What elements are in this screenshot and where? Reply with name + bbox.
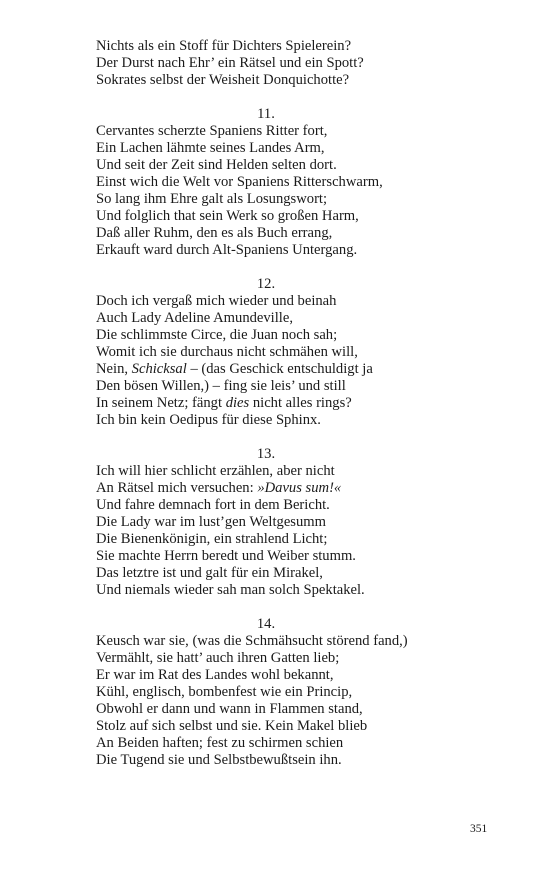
- verse-segment: Nichts als ein Stoff für Dichters Spielerein?: [96, 38, 352, 54]
- verse-line: [96, 157, 496, 174]
- verse-segment: Daß aller Ruhm, den es als Buch errang,: [96, 225, 333, 241]
- verse-segment: Und niemals wieder sah man solch Spektakel.: [96, 582, 365, 598]
- verse-line: [96, 667, 496, 684]
- verse-segment: – (das Geschick entschuldigt ja: [186, 361, 373, 377]
- verse-segment: Er war im Rat des Landes wohl bekannt,: [96, 667, 334, 683]
- verse-line: [96, 701, 496, 718]
- verse-line: [96, 718, 496, 735]
- page-number: 351: [470, 823, 488, 835]
- verse-segment: Obwohl er dann und wann in Flammen stand,: [96, 701, 363, 717]
- verse-line: [96, 242, 496, 259]
- stanza-continuation: [96, 38, 496, 89]
- verse-segment: Erkauft ward durch Alt-Spaniens Untergang.: [96, 242, 358, 258]
- verse-segment: Der Durst nach Ehr’ ein Rätsel und ein Spott?: [96, 55, 364, 71]
- verse-segment: Sie machte Herrn beredt und Weiber stumm.: [96, 548, 356, 564]
- stanza: [96, 446, 496, 599]
- verse-line: [96, 582, 496, 599]
- verse-line: [96, 38, 496, 55]
- verse-segment: Sokrates selbst der Weisheit Donquichotte?: [96, 72, 350, 88]
- verse-segment: nicht alles rings?: [249, 395, 352, 411]
- verse-segment: Ich will hier schlicht erzählen, aber nicht: [96, 463, 335, 479]
- verse-line: [96, 174, 496, 191]
- verse-segment: Nein,: [96, 361, 132, 377]
- verse-segment: An Rätsel mich versuchen:: [96, 480, 258, 496]
- verse-segment: Stolz auf sich selbst und sie. Kein Makel blieb: [96, 718, 368, 734]
- verse-line: [96, 378, 496, 395]
- verse-line: [96, 395, 496, 412]
- verse-segment: Den bösen Willen,) – fing sie leis’ und still: [96, 378, 346, 394]
- verse-emphasis: »Davus sum!«: [257, 480, 342, 496]
- verse-segment: Cervantes scherzte Spaniens Ritter fort,: [96, 123, 328, 139]
- stanza: [96, 106, 496, 259]
- verse-segment: Auch Lady Adeline Amundeville,: [96, 310, 293, 326]
- verse-line: [96, 72, 496, 89]
- stanza: [96, 276, 496, 429]
- verse-line: [96, 565, 496, 582]
- verse-segment: Und fahre demnach fort in dem Bericht.: [96, 497, 330, 513]
- verse-line: [96, 735, 496, 752]
- stanza-number: 12.: [256, 276, 276, 292]
- verse-line: [96, 752, 496, 769]
- verse-line: [96, 55, 496, 72]
- verse-segment: Doch ich vergaß mich wieder und beinah: [96, 293, 337, 309]
- verse-line: [96, 225, 496, 242]
- verse-segment: Und folglich that sein Werk so großen Harm,: [96, 208, 359, 224]
- verse-emphasis: Schicksal: [131, 361, 187, 377]
- verse-segment: So lang ihm Ehre galt als Losungswort;: [96, 191, 328, 207]
- verse-line: [96, 531, 496, 548]
- verse-line: [96, 548, 496, 565]
- verse-segment: Keusch war sie, (was die Schmähsucht störend fand,): [96, 633, 408, 649]
- verse-line: [96, 650, 496, 667]
- verse-line: [96, 497, 496, 514]
- verse-line: [96, 480, 496, 497]
- verse-line: [96, 633, 496, 650]
- verse-segment: Womit ich sie durchaus nicht schmähen will,: [96, 344, 358, 360]
- verse-segment: Die Lady war im lust’gen Weltgesumm: [96, 514, 326, 530]
- verse-line: [96, 344, 496, 361]
- verse-line: [96, 327, 496, 344]
- verse-line: [96, 123, 496, 140]
- verse-segment: Ich bin kein Oedipus für diese Sphinx.: [96, 412, 321, 428]
- verse-line: [96, 310, 496, 327]
- verse-segment: Und seit der Zeit sind Helden selten dort.: [96, 157, 337, 173]
- verse-line: [96, 293, 496, 310]
- verse-segment: In seinem Netz; fängt: [96, 395, 226, 411]
- verse-line: [96, 361, 496, 378]
- verse-segment: Die Bienenkönigin, ein strahlend Licht;: [96, 531, 328, 547]
- verse-line: [96, 412, 496, 429]
- verse-line: [96, 208, 496, 225]
- verse-segment: Ein Lachen lähmte seines Landes Arm,: [96, 140, 325, 156]
- stanza-number: 13.: [256, 446, 276, 462]
- verse-emphasis: dies: [225, 395, 250, 411]
- verse-line: [96, 191, 496, 208]
- verse-line: [96, 514, 496, 531]
- verse-segment: An Beiden haften; fest zu schirmen schien: [96, 735, 344, 751]
- stanza-number: 11.: [257, 106, 275, 122]
- verse-segment: Kühl, englisch, bombenfest wie ein Princip,: [96, 684, 353, 700]
- verse-line: [96, 684, 496, 701]
- verse-segment: Das letztre ist und galt für ein Mirakel,: [96, 565, 323, 581]
- verse-line: [96, 463, 496, 480]
- verse-segment: Einst wich die Welt vor Spaniens Ritterschwarm,: [96, 174, 383, 190]
- verse-line: [96, 140, 496, 157]
- poem-text: [96, 38, 496, 769]
- stanza-number: 14.: [256, 616, 276, 632]
- verse-segment: Die schlimmste Circe, die Juan noch sah;: [96, 327, 338, 343]
- verse-segment: Die Tugend sie und Selbstbewußtsein ihn.: [96, 752, 342, 768]
- verse-segment: Vermählt, sie hatt’ auch ihren Gatten lieb;: [96, 650, 340, 666]
- stanza: [96, 616, 496, 769]
